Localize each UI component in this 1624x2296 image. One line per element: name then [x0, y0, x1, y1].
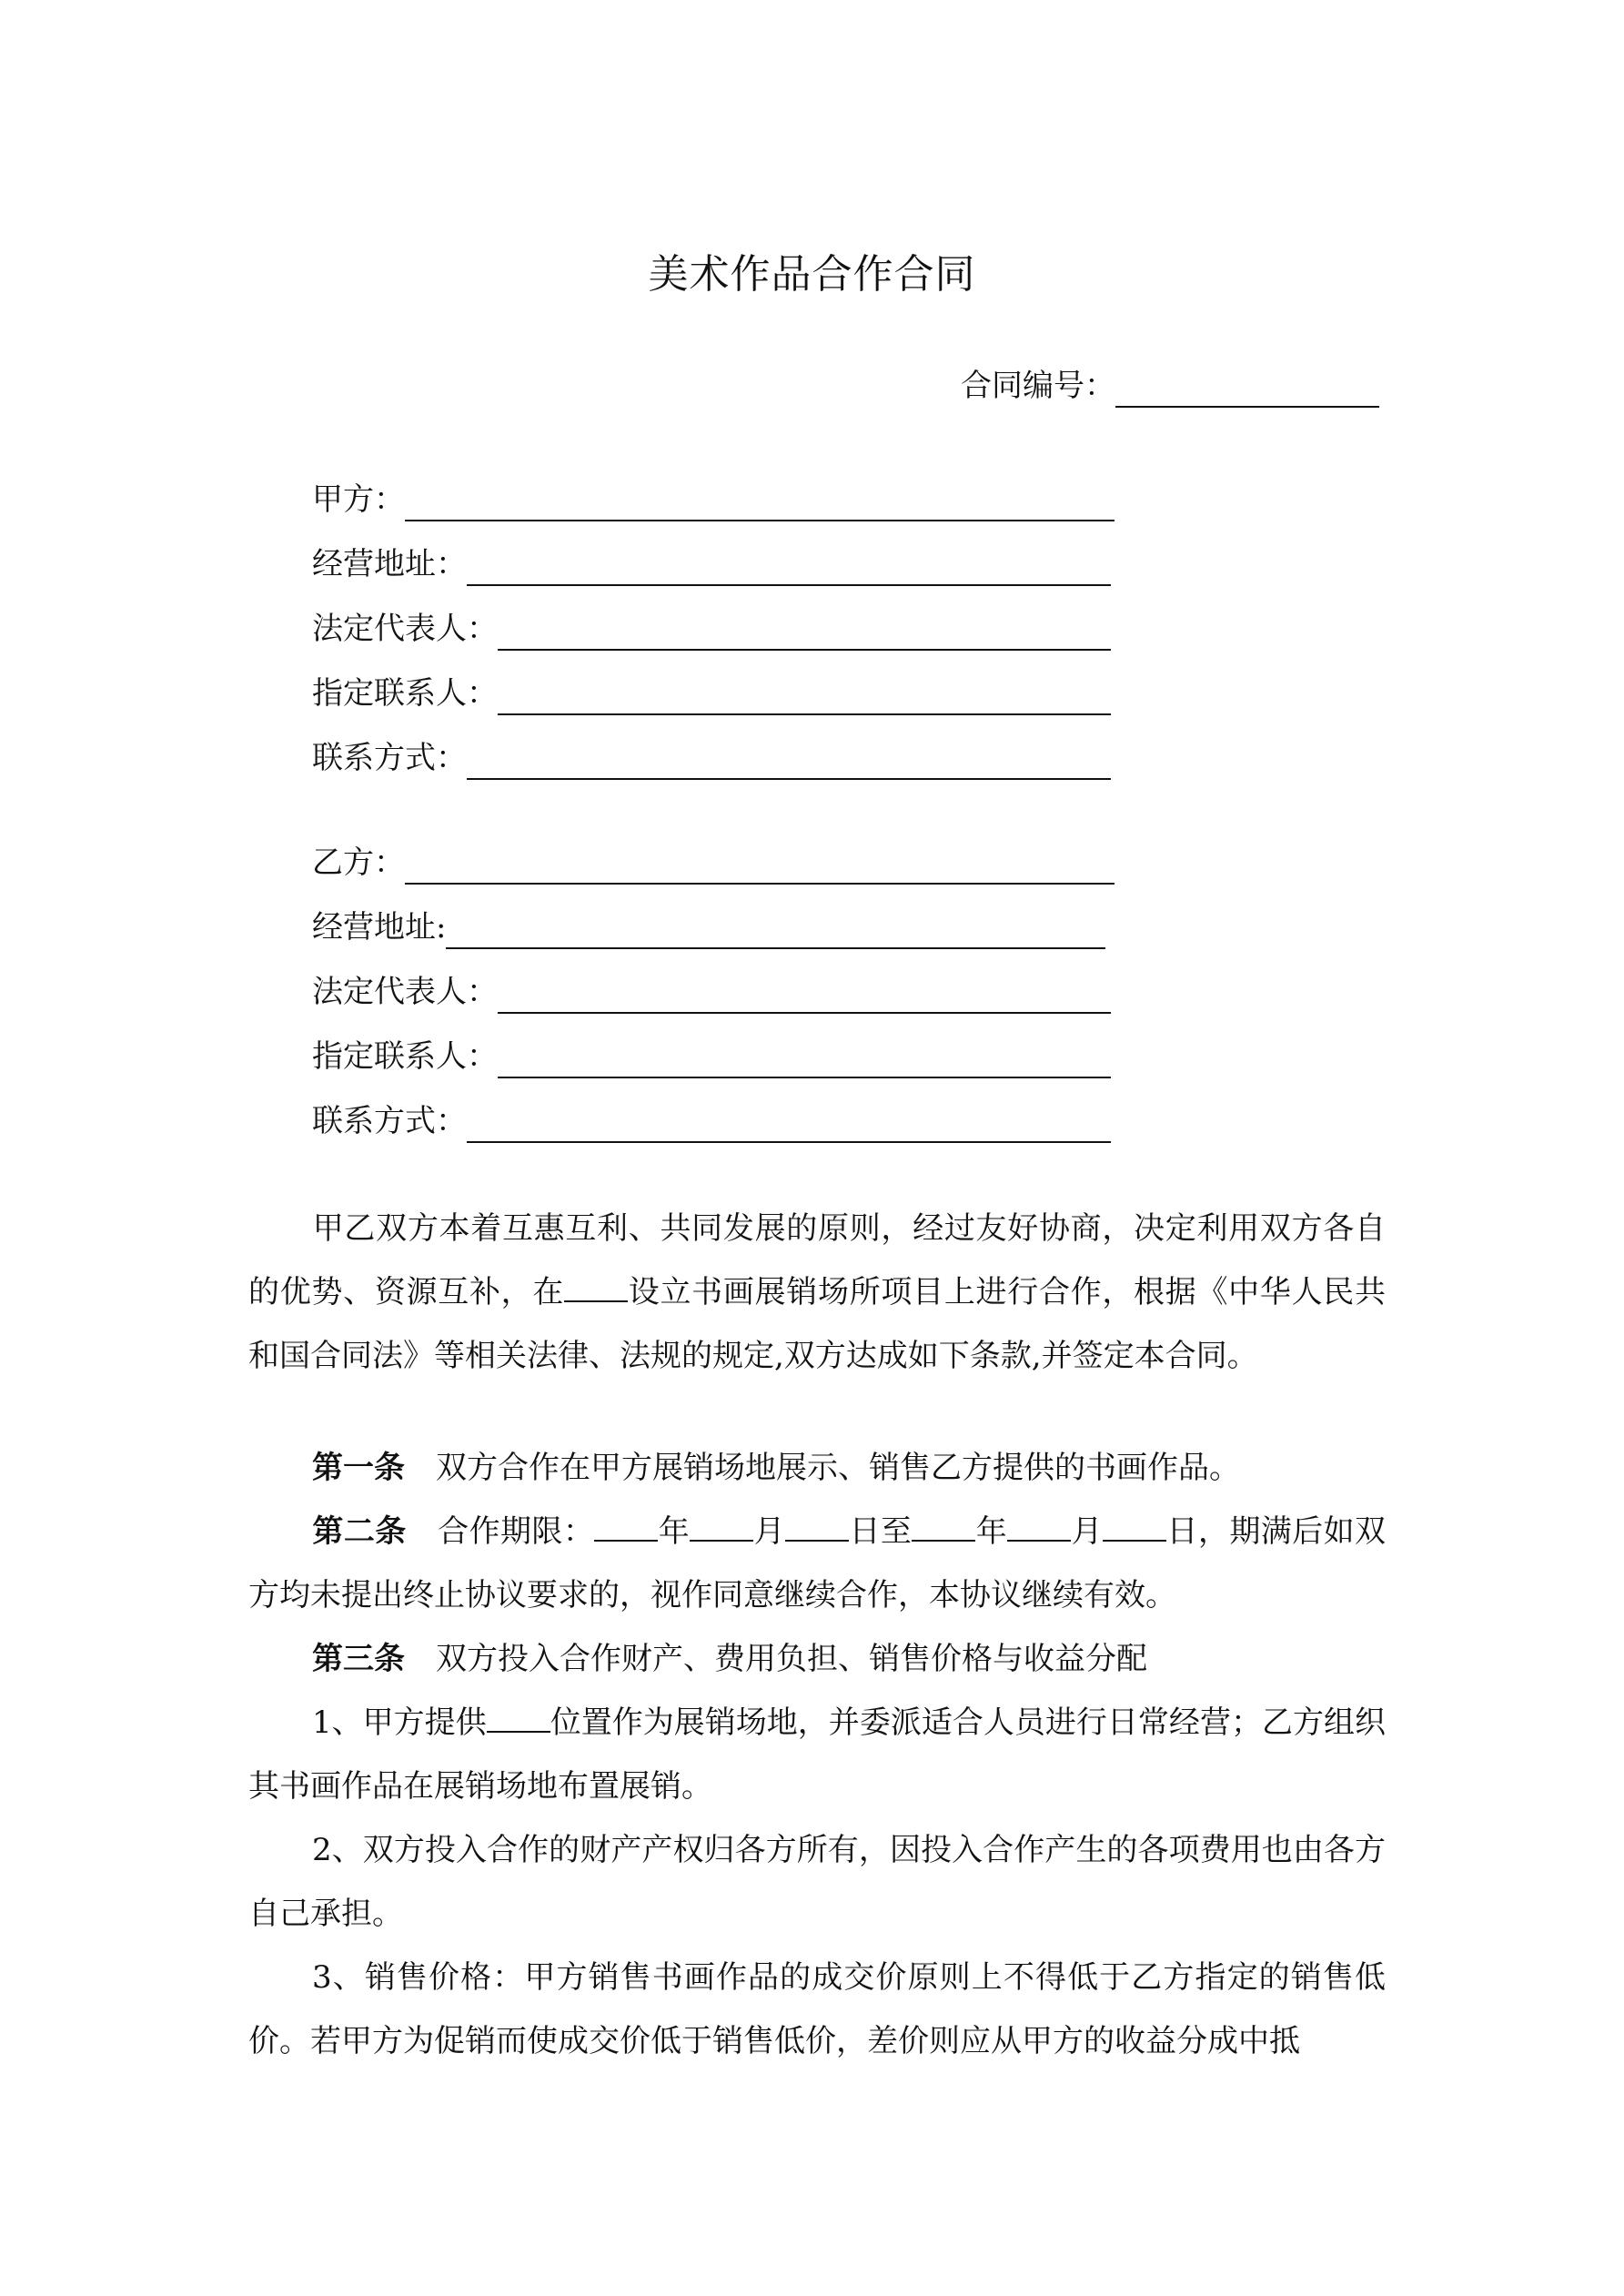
party-b-contact-person-blank [498, 1049, 1111, 1078]
party-a-legal-rep-row [312, 607, 1111, 651]
month-label: 月 [1071, 1513, 1104, 1550]
item-3-text: 3、销售价格：甲方销售书画作品的成交价原则上不得低于乙方指定的销售低价。若甲方为促销而使成交价低于销售低价，差价则应从甲方的收益分成中抵 [248, 1959, 1386, 2059]
party-a-name-label: 甲方： [312, 481, 405, 518]
start-month-blank [690, 1512, 753, 1542]
party-b-contact-person-row [312, 1035, 1111, 1078]
party-b-address-row [312, 905, 1105, 949]
preamble-text-2: 设立书画展销场所项目上进行合作，根据《中华人民共和国合同法》等相关法律、法规的规定,双方达成如下条款,并签定本合同。 [248, 1274, 1387, 1374]
article-3-item-1 [248, 1691, 1386, 1818]
party-a-address-blank [467, 557, 1111, 586]
article-3-item-3 [248, 1946, 1386, 2073]
party-b-contact-method-row [312, 1099, 1111, 1143]
article-1-text: 双方合作在甲方展销场地展示、销售乙方提供的书画作品。 [436, 1450, 1240, 1486]
year-label: 年 [658, 1513, 691, 1550]
item-1-text-2: 位置作为展销场地，并委派适合人员进行日常经营；乙方组织其书画作品在展销场地布置展销。 [248, 1704, 1386, 1805]
party-b-legal-rep-row [312, 970, 1111, 1014]
article-3 [248, 1627, 1147, 1691]
article-3-item-2 [248, 1818, 1386, 1946]
article-2-heading: 第二条 [312, 1513, 407, 1550]
start-year-blank [594, 1512, 658, 1542]
party-a-contact-method-blank [467, 751, 1111, 780]
party-b-name-row [312, 841, 1115, 885]
site-position-blank [487, 1704, 550, 1733]
article-3-heading: 第三条 [312, 1641, 405, 1677]
item-2-text: 2、双方投入合作的财产产权归各方所有，因投入合作产生的各项费用也由各方自己承担。 [248, 1832, 1386, 1932]
article-1-heading: 第一条 [312, 1450, 405, 1486]
month-label: 月 [753, 1513, 786, 1550]
page-title: 美术作品合作合同 [648, 251, 976, 298]
party-a-contact-person-label: 指定联系人： [312, 675, 498, 712]
start-day-blank [785, 1512, 849, 1542]
preamble-paragraph [248, 1197, 1386, 1388]
end-month-blank [1007, 1512, 1071, 1542]
article-1 [248, 1436, 1240, 1500]
party-b-address-blank [446, 920, 1105, 949]
year-label: 年 [975, 1513, 1008, 1550]
location-blank [564, 1273, 628, 1302]
preamble-text-1: 甲乙双方本着互惠互利、共同发展的原则，经过友好协商，决定利用双方各自的优势、资源互补，在 [248, 1210, 1386, 1310]
party-a-legal-rep-label: 法定代表人： [312, 611, 498, 647]
party-b-name-blank [405, 855, 1115, 885]
end-year-blank [912, 1512, 975, 1542]
party-a-name-row [312, 478, 1115, 521]
article-2-text-1: 合作期限： [437, 1513, 595, 1550]
article-2 [248, 1500, 1386, 1627]
item-1-text-1: 1、甲方提供 [312, 1704, 487, 1741]
contract-number-field [961, 364, 1379, 408]
party-a-contact-method-row [312, 736, 1111, 780]
article-3-text: 双方投入合作财产、费用负担、销售价格与收益分配 [436, 1641, 1147, 1677]
party-a-contact-person-blank [498, 686, 1111, 715]
party-a-contact-method-label: 联系方式： [312, 740, 467, 776]
party-b-contact-method-blank [467, 1114, 1111, 1143]
party-b-address-label: 经营地址: [312, 909, 447, 946]
contract-number-blank [1115, 375, 1379, 408]
party-a-address-row [312, 542, 1111, 586]
party-a-address-label: 经营地址： [312, 546, 467, 582]
party-b-legal-rep-blank [498, 985, 1111, 1014]
end-day-blank [1103, 1512, 1166, 1542]
party-b-name-label: 乙方： [312, 845, 405, 881]
party-a-contact-person-row [312, 672, 1111, 715]
party-a-legal-rep-blank [498, 622, 1111, 651]
party-b-legal-rep-label: 法定代表人： [312, 974, 498, 1010]
party-b-contact-person-label: 指定联系人： [312, 1038, 498, 1075]
contract-number-label: 合同编号： [961, 368, 1115, 404]
party-a-name-blank [405, 492, 1115, 521]
party-b-contact-method-label: 联系方式： [312, 1103, 467, 1139]
article-2-text-2: 日，期满后如双方均未提出终止协议要求的，视作同意继续合作，本协议继续有效。 [248, 1513, 1387, 1613]
day-to-label: 日至 [849, 1513, 913, 1550]
